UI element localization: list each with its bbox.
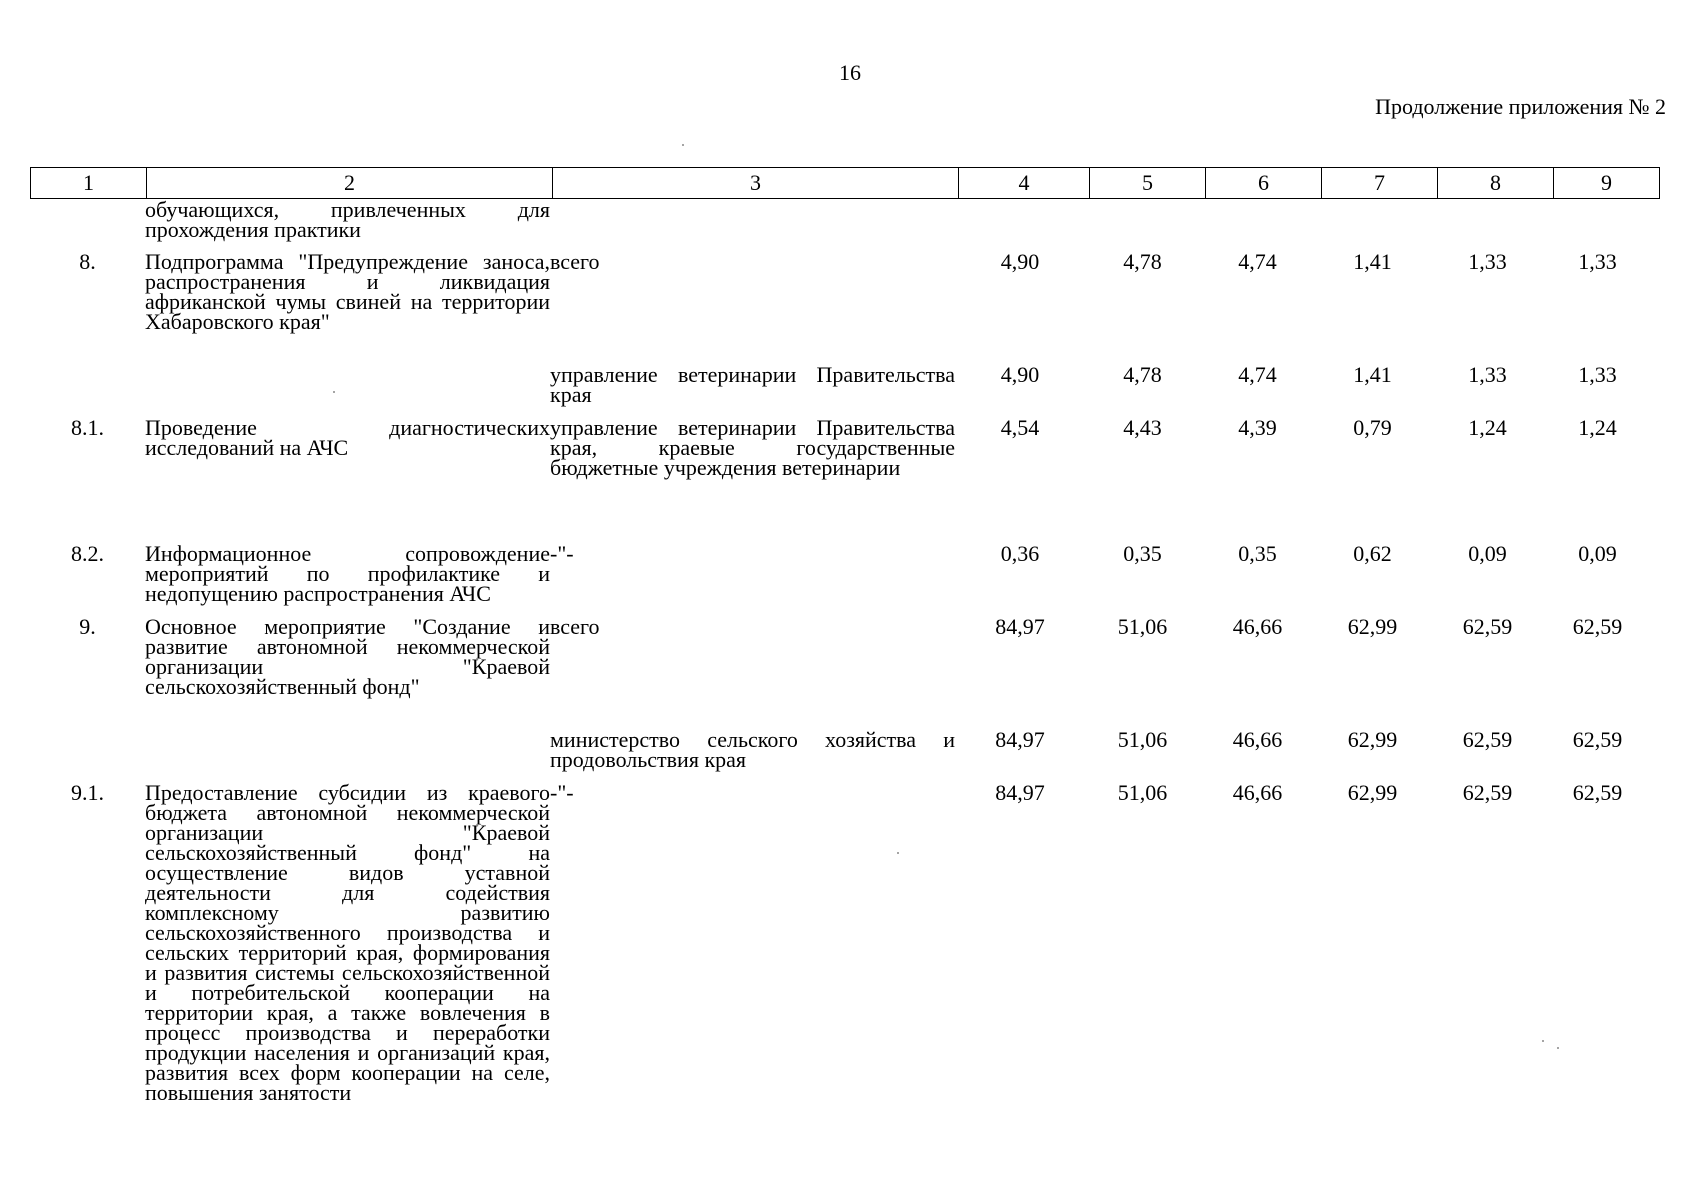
value-col-5: 0,35 [1123, 541, 1162, 566]
value-col-5: 51,06 [1117, 727, 1168, 752]
row-name: Информационное сопровождение мероприятий по профилактике и недопущению распространения АЧС [145, 541, 550, 606]
value-col-4: 84,97 [995, 780, 1045, 805]
row-executor [550, 200, 955, 252]
value-col-4: 84,97 [995, 614, 1045, 639]
row-executor: всего [550, 614, 600, 639]
continuation-title: Продолжение приложения № 2 [1375, 94, 1666, 119]
row-executor: управление ветеринарии Правительства края [550, 362, 955, 407]
row-executor: министерство сельского хозяйства и продовольствия края [550, 727, 955, 772]
value-col-4: 4,54 [1000, 415, 1040, 440]
row-name [145, 730, 550, 783]
row-name: Основное мероприятие "Создание и развитие автономной некоммерческой организации "Краевой сельскохозяйственный фонд" [145, 614, 550, 699]
table-row [30, 544, 1650, 617]
row-number: 8. [79, 249, 96, 274]
table-row [30, 365, 1650, 418]
column-header-row [31, 168, 1660, 199]
table-row [30, 252, 1650, 365]
value-col-7: 0,62 [1353, 541, 1392, 566]
column-header: 4 [959, 168, 1090, 199]
value-col-9: 1,24 [1578, 415, 1617, 440]
value-col-6: 46,66 [1232, 614, 1283, 639]
value-col-6 [1200, 200, 1315, 252]
value-col-7 [1315, 200, 1430, 252]
table-row [30, 418, 1650, 544]
value-col-6: 46,66 [1232, 780, 1283, 805]
row-executor: -"- [550, 780, 574, 805]
value-col-7: 62,99 [1347, 780, 1398, 805]
budget-table [30, 197, 1650, 1105]
table-row [30, 617, 1650, 730]
value-col-8: 1,33 [1468, 249, 1507, 274]
value-col-8: 62,59 [1462, 780, 1513, 805]
table-row [30, 200, 1650, 252]
column-header: 3 [553, 168, 959, 199]
scan-speck [682, 144, 684, 146]
column-header: 6 [1206, 168, 1322, 199]
value-col-6: 4,74 [1238, 362, 1277, 387]
value-col-5: 4,43 [1123, 415, 1162, 440]
row-number [30, 730, 145, 783]
value-col-6: 4,74 [1238, 249, 1277, 274]
value-col-9: 1,33 [1578, 249, 1617, 274]
value-col-9: 62,59 [1572, 727, 1623, 752]
column-header: 1 [31, 168, 147, 199]
row-name: Проведение диагностических исследований на АЧС [145, 415, 550, 460]
row-number: 8.2. [71, 541, 104, 566]
value-col-8: 0,09 [1468, 541, 1507, 566]
value-col-5: 51,06 [1117, 780, 1168, 805]
value-col-7: 62,99 [1347, 614, 1398, 639]
value-col-6: 46,66 [1232, 727, 1283, 752]
row-number: 9.1. [71, 780, 104, 805]
value-col-4 [955, 200, 1085, 252]
column-header: 7 [1322, 168, 1438, 199]
row-number [30, 365, 145, 418]
value-col-7: 1,41 [1353, 249, 1392, 274]
value-col-4: 84,97 [995, 727, 1045, 752]
row-executor: -"- [550, 541, 574, 566]
table-row [30, 730, 1650, 783]
value-col-7: 1,41 [1353, 362, 1392, 387]
value-col-8: 62,59 [1462, 614, 1513, 639]
value-col-5: 4,78 [1123, 362, 1162, 387]
column-header: 5 [1090, 168, 1206, 199]
value-col-8 [1430, 200, 1545, 252]
row-number: 9. [79, 614, 96, 639]
value-col-9: 62,59 [1572, 614, 1623, 639]
value-col-6: 0,35 [1238, 541, 1277, 566]
row-executor: всего [550, 249, 600, 274]
value-col-5: 51,06 [1117, 614, 1168, 639]
value-col-4: 4,90 [1000, 249, 1040, 274]
row-name: обучающихся, привлеченных для прохождения практики [145, 197, 550, 242]
value-col-9: 1,33 [1578, 362, 1617, 387]
value-col-9 [1545, 200, 1650, 252]
row-name: Подпрограмма "Предупреждение заноса, распространения и ликвидация африканской чумы свиней на территории Хабаровского края" [145, 249, 550, 334]
column-header: 2 [147, 168, 553, 199]
row-executor: управление ветеринарии Правительства края, краевые государственные бюджетные учреждения ветеринарии [550, 415, 955, 480]
table-row [30, 783, 1650, 1103]
value-col-8: 1,24 [1468, 415, 1507, 440]
value-col-8: 62,59 [1462, 727, 1513, 752]
row-number [30, 200, 145, 252]
value-col-7: 62,99 [1347, 727, 1398, 752]
column-header-table [30, 167, 1660, 199]
value-col-8: 1,33 [1468, 362, 1507, 387]
column-header: 9 [1554, 168, 1660, 199]
row-name: Предоставление субсидии из краевого бюджета автономной некоммерческой организации "Краевой сельскохозяйственный фонд" на осуществление видов уставной деятельности для содействия комплексному развитию сельскохозяйственного производства и сельских территорий края, формирования и развития системы сельскохозяйственной и потребительской кооперации на территории края, а также вовлечения в процесс производства и переработки продукции населения и организаций края, развития всех форм кооперации на селе, повышения занятости [145, 780, 550, 1105]
row-name [145, 365, 550, 418]
page-number: 16 [839, 60, 861, 85]
value-col-9: 0,09 [1578, 541, 1617, 566]
value-col-7: 0,79 [1353, 415, 1392, 440]
value-col-6: 4,39 [1238, 415, 1277, 440]
value-col-4: 4,90 [1000, 362, 1040, 387]
value-col-5 [1085, 200, 1200, 252]
row-number: 8.1. [71, 415, 104, 440]
value-col-9: 62,59 [1572, 780, 1623, 805]
value-col-5: 4,78 [1123, 249, 1162, 274]
value-col-4: 0,36 [1000, 541, 1040, 566]
column-header: 8 [1438, 168, 1554, 199]
